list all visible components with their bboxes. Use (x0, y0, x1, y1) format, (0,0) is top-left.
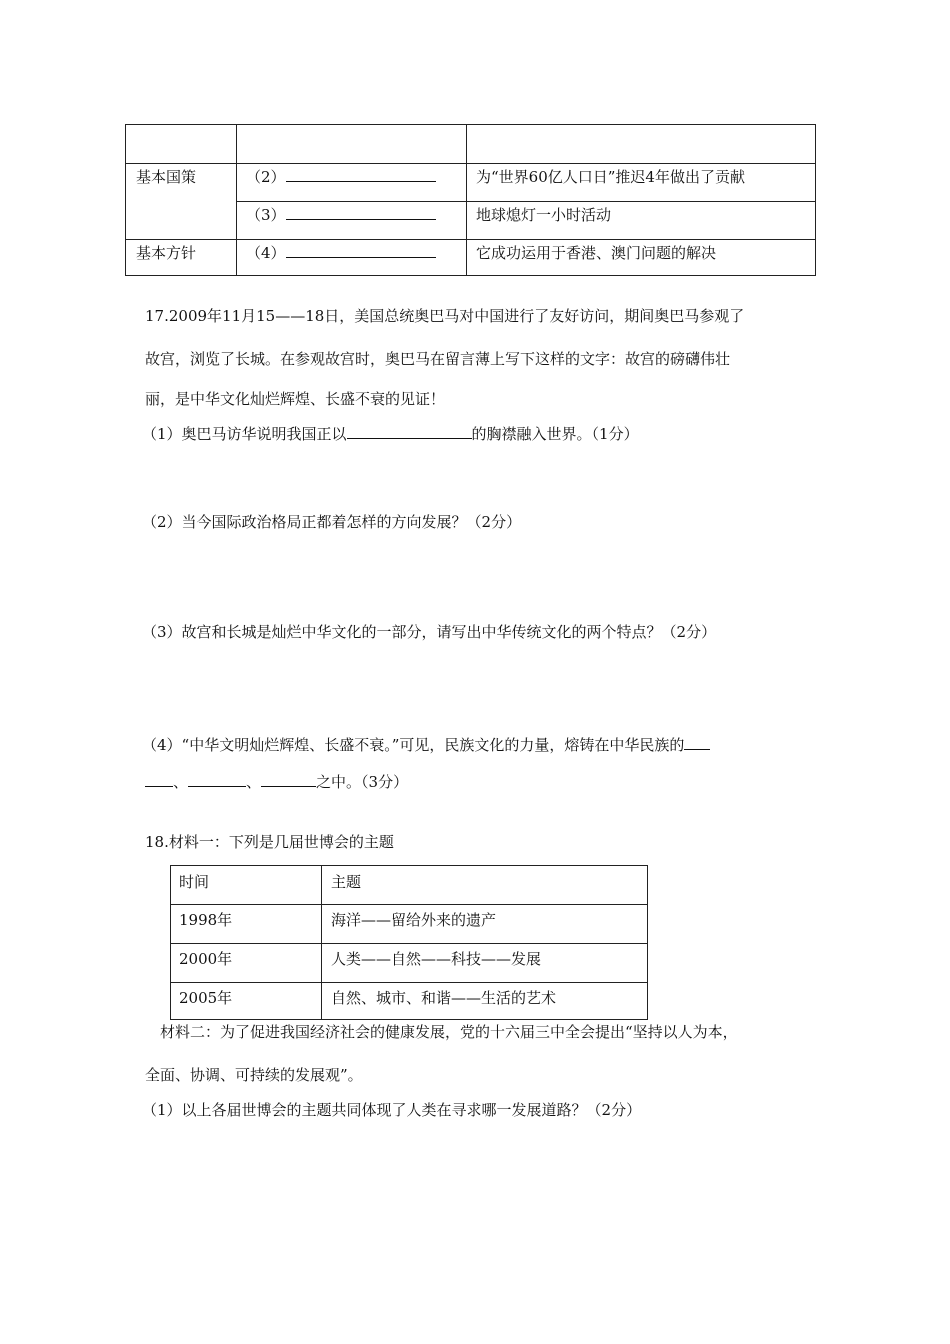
table-row-item (246, 243, 436, 263)
q18-part1: （1）以上各届世博会的主题共同体现了人类在寻求哪一发展道路？（2分） (142, 1101, 642, 1119)
q17-part4-text: 、 (246, 773, 262, 791)
answer-blank[interactable] (261, 786, 316, 787)
q17-part4-cont (145, 772, 408, 792)
q17-part1-text: 的胸襟融入世界。（1分） (471, 425, 639, 443)
answer-blank[interactable] (145, 786, 173, 787)
table-row-desc: 地球熄灯一小时活动 (476, 206, 612, 224)
table-divider (126, 239, 815, 240)
table-cell-year: 2005年 (179, 989, 233, 1007)
table-divider (236, 125, 237, 275)
q17-part1-text: （1）奥巴马访华说明我国正以 (142, 425, 347, 443)
answer-blank[interactable] (188, 786, 246, 787)
q17-intro-line: 故宫，浏览了长城。在参观故宫时，奥巴马在留言薄上写下这样的文字：故宫的磅礴伟壮 (145, 350, 731, 368)
table-header-theme: 主题 (331, 873, 362, 891)
item-number: （4） (246, 244, 286, 262)
q17-part4 (142, 735, 710, 755)
table-row-desc: 它成功运用于香港、澳门问题的解决 (476, 244, 717, 262)
q17-part4-text: 、 (173, 773, 189, 791)
answer-blank[interactable] (286, 257, 436, 258)
table-cell-year: 1998年 (179, 911, 233, 929)
q18-material2-line: 材料二：为了促进我国经济社会的健康发展，党的十六届三中全会提出“坚持以人为本， (160, 1023, 738, 1041)
table-row-desc: 为“世界60亿人口日”推迟4年做出了贡献 (476, 168, 745, 186)
table-divider (171, 982, 647, 983)
table-row-item (246, 205, 436, 225)
q18-intro: 18.材料一：下列是几届世博会的主题 (145, 833, 394, 851)
table-divider (126, 163, 815, 164)
table-row-label: 基本国策 (136, 168, 197, 186)
table-cell-theme: 人类——自然——科技——发展 (331, 950, 542, 968)
expo-theme-table (170, 865, 648, 1020)
table-cell-year: 2000年 (179, 950, 233, 968)
q17-part4-text: 之中。（3分） (316, 773, 409, 791)
q17-part3: （3）故宫和长城是灿烂中华文化的一部分，请写出中华传统文化的两个特点？（2分） (142, 623, 717, 641)
q17-part2: （2）当今国际政治格局正都着怎样的方向发展？（2分） (142, 513, 522, 531)
answer-blank[interactable] (347, 438, 472, 439)
answer-blank[interactable] (684, 749, 710, 750)
q17-part1 (142, 424, 639, 444)
q18-material2-line: 全面、协调、可持续的发展观”。 (145, 1066, 363, 1084)
item-number: （2） (246, 168, 286, 186)
table-divider (466, 125, 467, 275)
table-cell-theme: 海洋——留给外来的遗产 (331, 911, 497, 929)
q17-intro-line: 丽，是中华文化灿烂辉煌、长盛不衰的见证！ (145, 390, 446, 408)
table-divider (171, 904, 647, 905)
table-cell-theme: 自然、城市、和谐——生活的艺术 (331, 989, 557, 1007)
table-divider (236, 201, 815, 202)
answer-blank[interactable] (286, 181, 436, 182)
q17-part4-text: （4）“中华文明灿烂辉煌、长盛不衰。”可见，民族文化的力量，熔铸在中华民族的 (142, 736, 685, 754)
table-row-item (246, 167, 436, 187)
table-row-label: 基本方针 (136, 244, 197, 262)
q17-intro-line: 17.2009年11月15——18日，美国总统奥巴马对中国进行了友好访问，期间奥巴马参观了 (145, 307, 745, 325)
answer-blank[interactable] (286, 219, 436, 220)
policy-table (125, 124, 816, 276)
item-number: （3） (246, 206, 286, 224)
table-header-time: 时间 (179, 873, 210, 891)
table-divider (171, 943, 647, 944)
